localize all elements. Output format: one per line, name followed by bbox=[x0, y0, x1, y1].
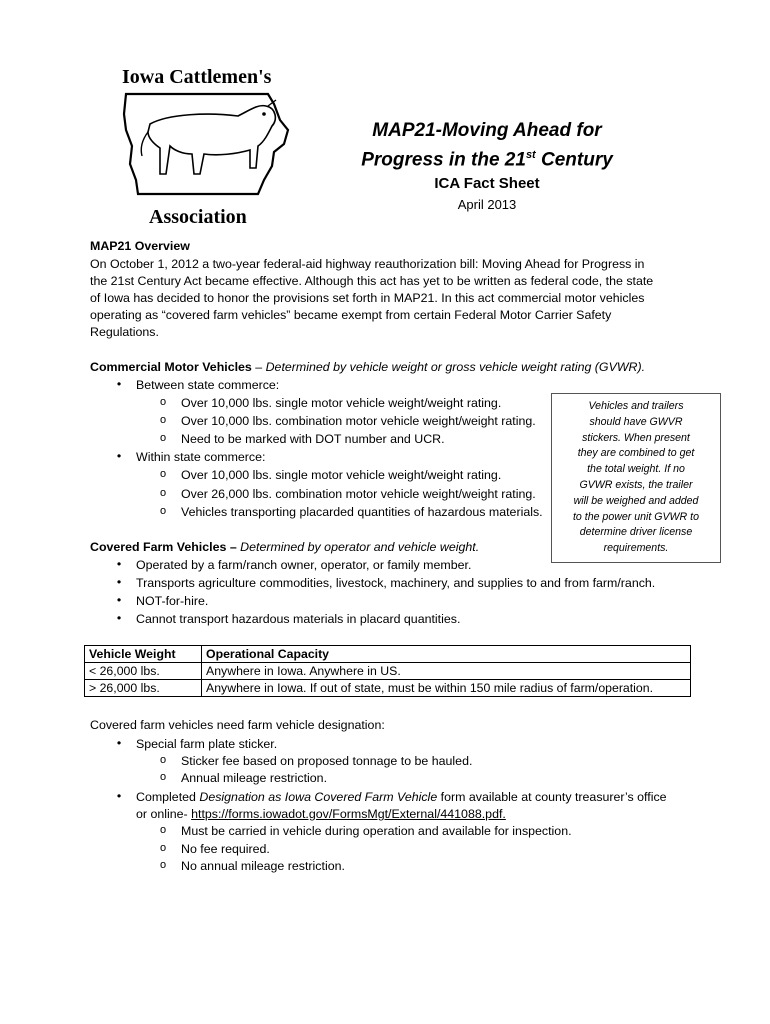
note-line: GVWR exists, the trailer bbox=[579, 478, 693, 491]
cfv-heading: Covered Farm Vehicles – Determined by operator and vehicle weight. bbox=[90, 540, 480, 554]
title-line-1: MAP21-Moving Ahead for bbox=[372, 120, 602, 141]
sub-bullet-icon: o bbox=[159, 859, 167, 871]
table-row bbox=[85, 663, 691, 680]
list-item: Between state commerce: bbox=[136, 378, 280, 392]
overview-line: of Iowa has decided to honor the provisions set forth in MAP21. In this act commercial motor vehicles bbox=[90, 291, 645, 305]
logo-top-text: Iowa Cattlemen's bbox=[122, 66, 272, 88]
sub-list-item: Sticker fee based on proposed tonnage to be hauled. bbox=[181, 754, 473, 768]
sub-bullet-icon: o bbox=[159, 505, 167, 517]
bullet-icon: • bbox=[116, 789, 122, 803]
sub-bullet-icon: o bbox=[159, 754, 167, 766]
table-header: Vehicle Weight bbox=[85, 646, 202, 663]
list-item: Completed Designation as Iowa Covered Farm Vehicle form available at county treasurer’s office bbox=[136, 790, 667, 804]
note-line: the total weight. If no bbox=[587, 463, 685, 476]
list-item: Within state commerce: bbox=[136, 450, 266, 464]
overview-line: the 21st Century Act became effective. Although this act has yet to be written as federal code, the state bbox=[90, 274, 654, 288]
sub-bullet-icon: o bbox=[159, 468, 167, 480]
sub-list-item: No annual mileage restriction. bbox=[181, 859, 345, 873]
sub-list-item: Must be carried in vehicle during operation and available for inspection. bbox=[181, 824, 572, 838]
table-header-row bbox=[85, 646, 691, 663]
designation-intro: Covered farm vehicles need farm vehicle designation: bbox=[90, 718, 385, 732]
overview-line: operating as “covered farm vehicles” became exempt from certain Federal Motor Carrier Safety bbox=[90, 308, 612, 322]
sub-list-item: Over 26,000 lbs. combination motor vehicle weight/weight rating. bbox=[181, 487, 536, 501]
page-title bbox=[337, 119, 637, 172]
subtitle: ICA Fact Sheet bbox=[434, 175, 540, 192]
bullet-icon: • bbox=[116, 611, 122, 625]
sub-bullet-icon: o bbox=[159, 396, 167, 408]
bullet-icon: • bbox=[116, 449, 122, 463]
note-line: Vehicles and trailers bbox=[588, 400, 684, 412]
bullet-icon: • bbox=[116, 557, 122, 571]
form-link[interactable]: https://forms.iowadot.gov/FormsMgt/External/441088.pdf. bbox=[191, 807, 506, 821]
list-item: Transports agriculture commodities, livestock, machinery, and supplies to and from farm/ranch. bbox=[136, 576, 656, 590]
note-line: determine driver license bbox=[579, 526, 693, 539]
overview-heading: MAP21 Overview bbox=[90, 239, 190, 253]
table-row bbox=[85, 680, 691, 697]
title-line-2: Progress in the 21st Century bbox=[361, 149, 613, 171]
overview-line: On October 1, 2012 a two-year federal-aid highway reauthorization bill: Moving Ahead for Progress in bbox=[90, 257, 645, 271]
date: April 2013 bbox=[457, 197, 517, 212]
sub-bullet-icon: o bbox=[159, 487, 167, 499]
bullet-icon: • bbox=[116, 575, 122, 589]
list-item: NOT-for-hire. bbox=[136, 594, 209, 608]
sub-list-item: Need to be marked with DOT number and UCR. bbox=[181, 432, 445, 446]
logo bbox=[108, 62, 298, 232]
list-item: Cannot transport hazardous materials in placard quantities. bbox=[136, 612, 461, 626]
sub-list-item: Over 10,000 lbs. single motor vehicle weight/weight rating. bbox=[181, 468, 502, 482]
note-line: will be weighed and added bbox=[573, 494, 699, 507]
note-line: they are combined to get bbox=[577, 447, 695, 460]
list-item-continued: or online- https://forms.iowadot.gov/FormsMgt/External/441088.pdf. bbox=[136, 807, 506, 821]
list-item: Special farm plate sticker. bbox=[136, 737, 278, 751]
sub-bullet-icon: o bbox=[159, 842, 167, 854]
bullet-icon: • bbox=[116, 593, 122, 607]
cmv-heading: Commercial Motor Vehicles – Determined by vehicle weight or gross vehicle weight rating (GVWR). bbox=[90, 360, 646, 374]
capacity-table bbox=[84, 645, 691, 697]
sub-bullet-icon: o bbox=[159, 824, 167, 836]
overview-line: Regulations. bbox=[90, 325, 159, 339]
note-line: stickers. When present bbox=[582, 431, 690, 444]
sub-bullet-icon: o bbox=[159, 414, 167, 426]
note-box bbox=[551, 393, 721, 563]
bullet-icon: • bbox=[116, 736, 122, 750]
sub-list-item: Vehicles transporting placarded quantities of hazardous materials. bbox=[181, 505, 543, 519]
sub-bullet-icon: o bbox=[159, 432, 167, 444]
sub-list-item: No fee required. bbox=[181, 842, 270, 856]
table-header: Operational Capacity bbox=[202, 646, 691, 663]
sub-list-item: Annual mileage restriction. bbox=[181, 771, 328, 785]
note-line: to the power unit GVWR to bbox=[572, 510, 699, 523]
table-cell: > 26,000 lbs. bbox=[85, 680, 202, 697]
list-item: Operated by a farm/ranch owner, operator, or family member. bbox=[136, 558, 472, 572]
table-cell: Anywhere in Iowa. If out of state, must be within 150 mile radius of farm/operation. bbox=[202, 680, 691, 697]
sub-list-item: Over 10,000 lbs. combination motor vehicle weight/weight rating. bbox=[181, 414, 536, 428]
table-cell: < 26,000 lbs. bbox=[85, 663, 202, 680]
sub-list-item: Over 10,000 lbs. single motor vehicle weight/weight rating. bbox=[181, 396, 502, 410]
logo-bottom-text: Association bbox=[149, 206, 247, 228]
note-line: requirements. bbox=[603, 542, 669, 555]
note-line: should have GWVR bbox=[589, 415, 683, 428]
cattle-iowa-icon bbox=[108, 90, 298, 210]
sub-bullet-icon: o bbox=[159, 771, 167, 783]
bullet-icon: • bbox=[116, 377, 122, 391]
table-cell: Anywhere in Iowa. Anywhere in US. bbox=[202, 663, 691, 680]
